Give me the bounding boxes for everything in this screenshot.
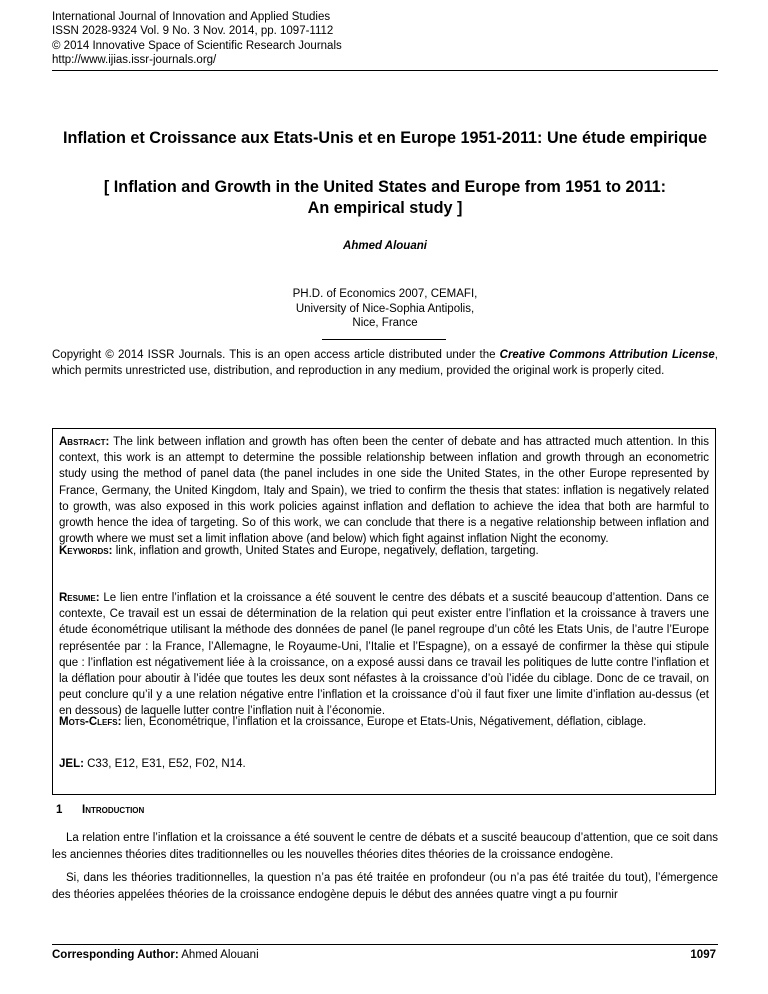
abstract-label: Abstract: [59,436,110,448]
title-english [52,177,718,219]
footer-divider [52,944,718,945]
section-number: 1 [56,804,63,816]
section-heading [56,804,144,816]
keywords-label: Keywords: [59,545,113,557]
affiliation-line2: University of Nice-Sophia Antipolis, [295,302,475,315]
license-name: Creative Commons Attribution License [499,349,715,361]
divider [322,339,446,340]
copyright-notice [52,348,718,379]
journal-copyright: © 2014 Innovative Space of Scientific Research Journals [52,39,342,52]
keywords-text: link, inflation and growth, United States and Europe, negatively, deflation, targeting. [115,545,539,557]
journal-issn: ISSN 2028-9324 Vol. 9 No. 3 Nov. 2014, pp. 1097-1112 [52,25,334,38]
copyright-text: Copyright © 2014 ISSR Journals. This is an open access article distributed under the [52,349,500,361]
section-title: Introduction [82,804,145,816]
resume-text: Le lien entre l’inflation et la croissance a été souvent le centre des débats et a suscité beaucoup d’attention. Dans ce contexte, Ce travail est un essai de détermination de la relation qui peut exister entre l’inflation et la croissance à travers une étude économétrique utilisant la méthode des données de panel (le panel regroupe d’un côté les Etats Unis, de l’autre l’Europe représentée par : la France, l’Allemagne, le Royaume-Uni, l’Italie et l’Espagne), on a essayé de confirmer la thèse qui stipule que : l’inflation est négativement liée à la croissance, on a exposé aussi dans ce travail les politiques de lutte contre l’inflation et la déflation pour aboutir à l’idée que toutes les deux sont néfastes à la croissance d’où l’idée du ciblage. Donc de ce travail, on peut conclure qu’il y a une relation négative entre l’inflation et la croissance d’où il faut fixer une limite d’inflation au-dessus (et en dessous) de laquelle lutter contre l’inflation nuit à l’économie. [59,592,709,718]
paragraph: Si, dans les théories traditionnelles, la question n’a pas été traitée en profondeur (ou n’a pas été traitée du tout), l’émergence des théories appelées théories de la croissance endogène depuis le début des années quatre vingt a pu fournir [52,872,718,901]
abstract-box [52,428,716,795]
page-number: 1097 [690,949,716,961]
jel-label: JEL: [59,758,84,770]
motscles-label: Mots-Clefs: [59,716,122,728]
title-english-line1: [ Inflation and Growth in the United States and Europe from 1951 to 2011: [103,178,667,196]
paragraph: La relation entre l’inflation et la croissance a été souvent le centre de débats et a suscité beaucoup d’attention, que ce soit dans les anciennes théories dites traditionnelles ou les nouvelles théories dites théories de la croissance endogène. [52,832,718,861]
motscles-section [59,714,709,730]
jel-text: C33, E12, E31, E52, F02, N14. [87,758,246,770]
copyright-text-end: , which permits unrestricted use, distribution, and reproduction in any medium, provided the original work is properly cited. [52,349,718,377]
author-affiliation [52,287,718,331]
resume-label: Resume: [59,592,100,604]
keywords-section [59,543,709,559]
resume-section [59,590,709,720]
corresponding-author-name: Ahmed Alouani [181,949,259,961]
affiliation-line3: Nice, France [352,317,418,329]
journal-header [52,10,718,71]
author-name: Ahmed Alouani [343,240,427,252]
affiliation-line1: PH.D. of Economics 2007, CEMAFI, [292,288,478,300]
title-english-line2: An empirical study ] [307,199,463,217]
title-french: Inflation et Croissance aux Etats-Unis et en Europe 1951-2011: Une étude empirique [62,129,708,147]
abstract-text: The link between inflation and growth has often been the center of debate and has attracted much attention. In this context, this work is an attempt to determine the possible relationship between inflation and growth through an econometric study using the method of panel data (the panel includes in one side the United States, in the other Europe represented by France, Germany, the United Kingdom, Italy and Spain), we tried to confirm the thesis that states: inflation is negatively related to growth, was also exposed in this work policies against inflation and deflation to achieve the idea that both are harmful to growth hence the idea of targeting. So of this work, we can conclude that there is a negative relationship between inflation and growth where we must set a limit inflation above (and below) which fight against inflation Night the economy. [59,436,709,546]
journal-name: International Journal of Innovation and Applied Studies [52,11,331,23]
journal-url[interactable]: http://www.ijias.issr-journals.org/ [52,53,217,66]
abstract-section [59,434,709,547]
corresponding-author-label: Corresponding Author: [52,949,179,961]
corresponding-author [52,949,259,961]
jel-section [59,756,709,772]
motscles-text: lien, Econométrique, l’inflation et la croissance, Europe et Etats-Unis, Négativement, déflation, ciblage. [124,716,647,728]
